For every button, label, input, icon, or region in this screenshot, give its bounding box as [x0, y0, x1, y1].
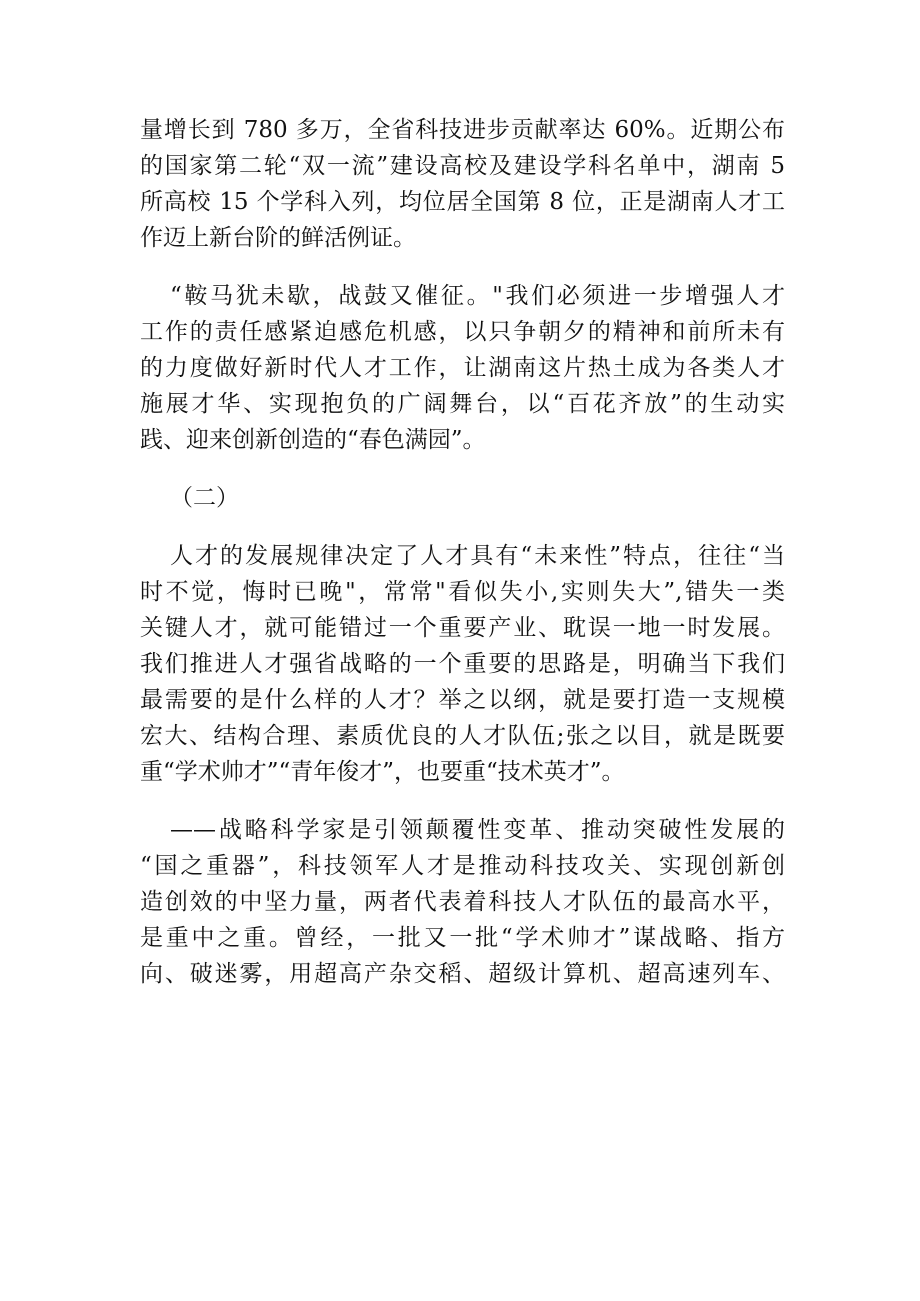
text-line: 是重中之重。曾经，一批又一批“学术帅才”谋战略、指方	[140, 925, 785, 951]
text-line: 作迈上新台阶的鲜活例证。	[140, 225, 416, 251]
text-line: 量增长到 780 多万，全省科技进步贡献率达 60%。近期公布	[140, 117, 785, 143]
section-heading: （二）	[170, 485, 239, 511]
text-line: ——战略科学家是引领颠覆性变革、推动突破性发展的	[170, 817, 785, 843]
text-line: 的国家第二轮“双一流”建设高校及建设学科名单中，湖南 5	[140, 153, 785, 179]
paragraph-2	[140, 278, 785, 458]
text-line: 的力度做好新时代人才工作，让湖南这片热土成为各类人才	[140, 355, 785, 381]
paragraph-4	[140, 812, 785, 992]
paragraph-3	[140, 538, 785, 790]
document-page	[140, 112, 785, 992]
text-line: 我们推进人才强省战略的一个重要的思路是，明确当下我们	[140, 651, 785, 677]
text-line: 重“学术帅才”“青年俊才”，也要重“技术英才”。	[140, 759, 625, 785]
text-line: 时不觉，悔时已晚"，常常"看似失小,实则失大”,错失一类	[140, 579, 785, 605]
text-line: 所高校 15 个学科入列，均位居全国第 8 位，正是湖南人才工	[140, 189, 785, 215]
text-line: 向、破迷雾，用超高产杂交稻、超级计算机、超高速列车、	[140, 961, 785, 987]
text-line: 造创效的中坚力量，两者代表着科技人才队伍的最高水平，	[140, 889, 785, 915]
text-line: 工作的责任感紧迫感危机感，以只争朝夕的精神和前所未有	[140, 319, 785, 345]
text-line: 人才的发展规律决定了人才具有“未来性”特点，往往“当	[170, 543, 785, 569]
paragraph-1	[140, 112, 785, 256]
text-line: 关键人才，就可能错过一个重要产业、耽误一地一时发展。	[140, 615, 785, 641]
text-line: 最需要的是什么样的人才？举之以纲，就是要打造一支规模	[140, 687, 785, 713]
text-line: 施展才华、实现抱负的广阔舞台，以“百花齐放”的生动实	[140, 391, 785, 417]
text-line: “鞍马犹未歇，战鼓又催征。"我们必须进一步增强人才	[170, 283, 785, 309]
text-line: “国之重器”，科技领军人才是推动科技攻关、实现创新创	[140, 853, 785, 879]
text-line: 宏大、结构合理、素质优良的人才队伍;张之以目，就是既要	[140, 723, 785, 749]
text-line: 践、迎来创新创造的“春色满园”。	[140, 427, 486, 453]
